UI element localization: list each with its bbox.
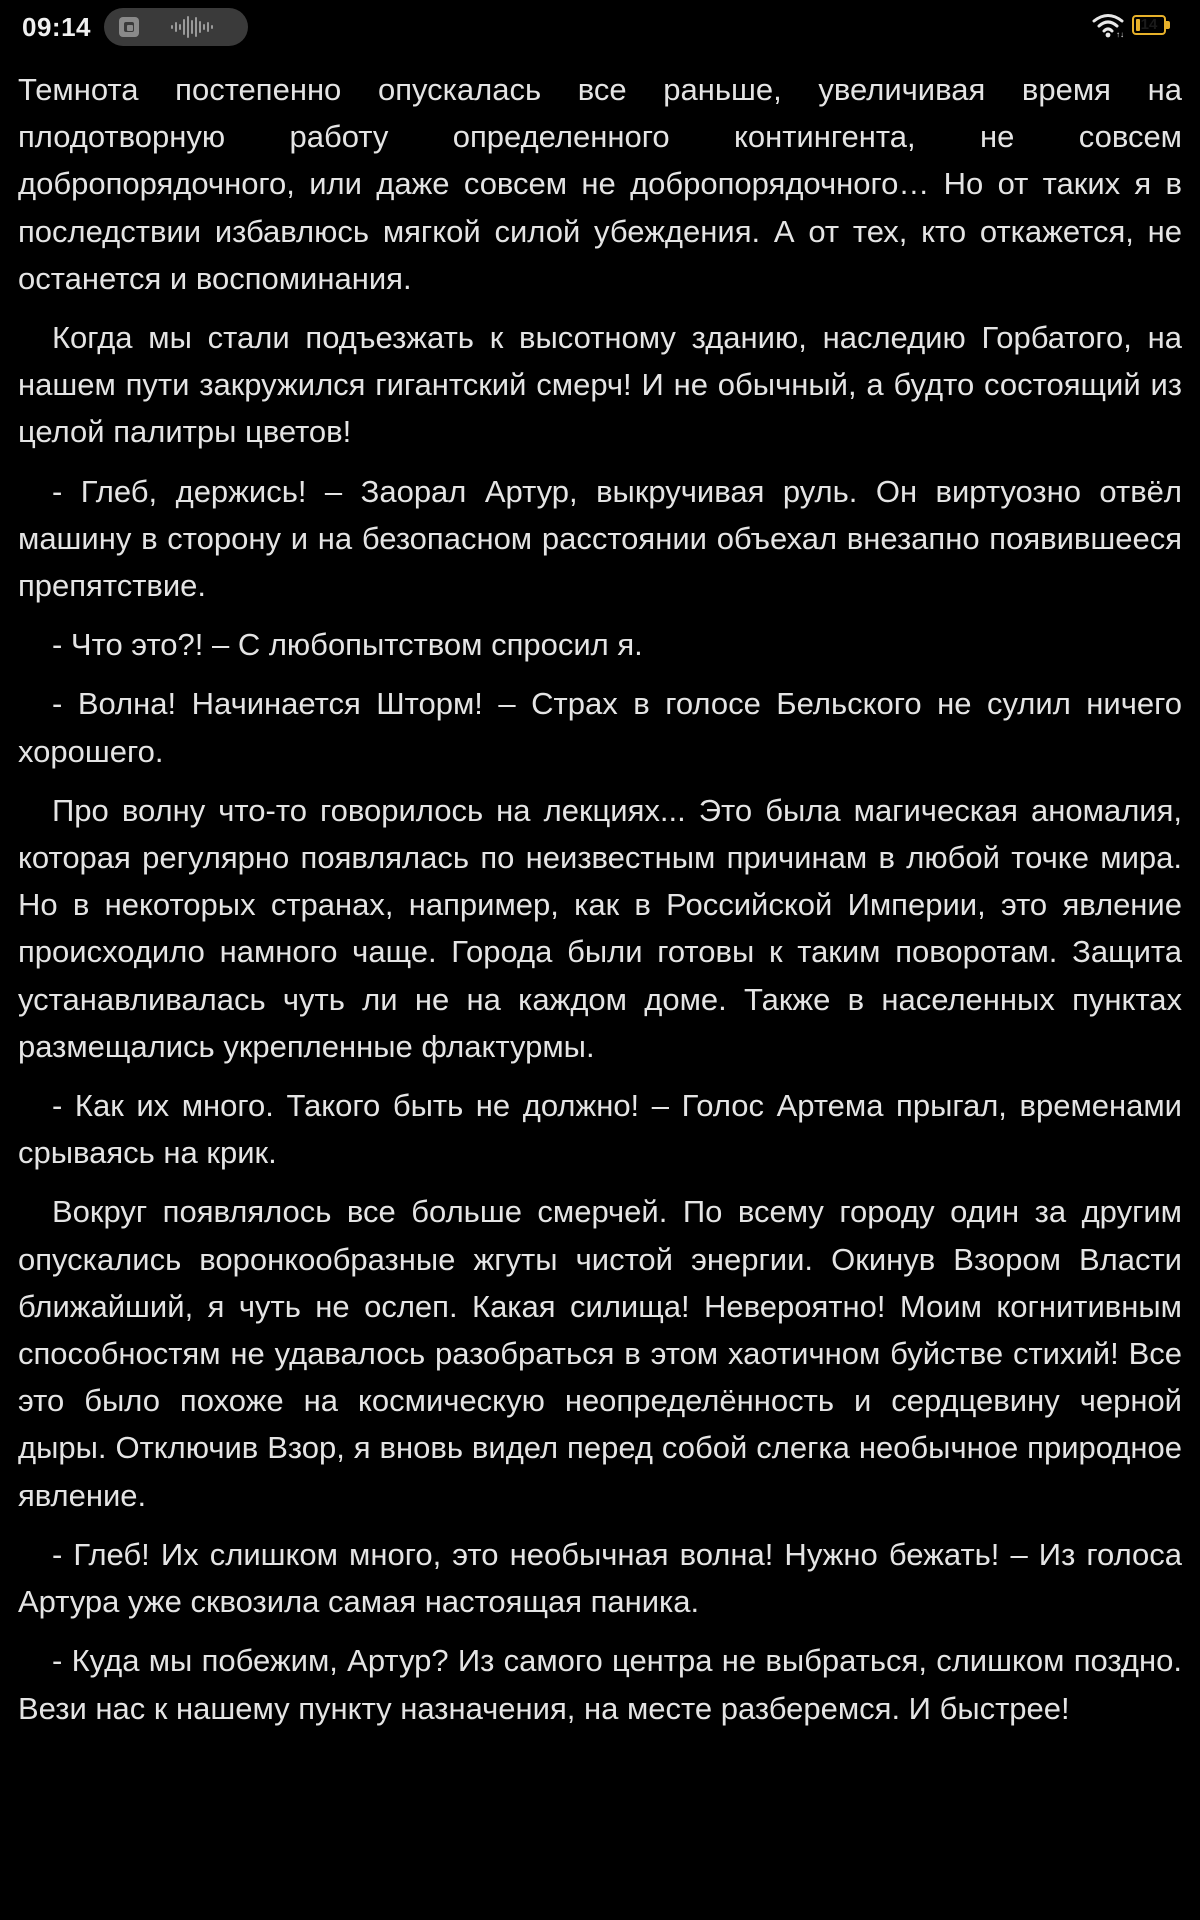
- paragraph: Темнота постепенно опускалась все раньше, увеличивая время на плодотворную работу определенного контингента, не совсем добропорядочного, или даже совсем не добропорядочного… Но от таких я в последствии избавлюсь мягкой силой убеждения. А от тех, кто откажется, не останется и воспоминания.: [18, 72, 1182, 296]
- paragraph: - Куда мы побежим, Артур? Из самого центра не выбраться, слишком поздно. Вези нас к нашему пункту назначения, на месте разберемся. И быстрее!: [18, 1643, 1182, 1726]
- paragraph: - Волна! Начинается Шторм! – Страх в голосе Бельского не сулил ничего хорошего.: [18, 686, 1182, 769]
- notification-pill[interactable]: [104, 8, 248, 46]
- audio-waveform-icon: [170, 15, 214, 39]
- app-notification-icon: [118, 16, 140, 38]
- paragraph: Когда мы стали подъезжать к высотному зданию, наследию Горбатого, на нашем пути закружился гигантский смерч! И не обычный, а будто состоящий из целой палитры цветов!: [18, 320, 1182, 450]
- reader-page[interactable]: [18, 66, 1182, 1744]
- paragraph: - Глеб! Их слишком много, это необычная волна! Нужно бежать! – Из голоса Артура уже сквозила самая настоящая паника.: [18, 1536, 1182, 1620]
- battery-level: 14: [1140, 16, 1158, 33]
- status-bar: [0, 0, 1200, 56]
- paragraph: - Глеб, держись! – Заорал Артур, выкручивая руль. Он виртуозно отвёл машину в сторону и на безопасном расстоянии объехал внезапно появившееся препятствие.: [18, 473, 1182, 604]
- paragraph: - Как их много. Такого быть не должно! – Голос Артема прыгал, временами срываясь на крик.: [18, 1088, 1182, 1171]
- clock-time: 09:14: [22, 12, 91, 42]
- wifi-icon: [1092, 12, 1124, 38]
- battery-tip: [1166, 21, 1170, 29]
- paragraph: Вокруг появлялось все больше смерчей. По всему городу один за другим опускались воронкообразные жгуты чистой энергии. Окинув Взором Власти ближайший, я чуть не ослеп. Какая силища! Невероятно! Моим когнитивным способностям не удавалось разобраться в этом хаотичном буйстве стихий! Все это было похоже на космическую неопределённость и сердцевину черной дыры. Отключив Взор, я вновь видел перед собой слегка необычное природное явление.: [18, 1194, 1182, 1513]
- paragraph: - Что это?! – С любопытством спросил я.: [52, 627, 643, 663]
- battery-icon: [1132, 15, 1172, 37]
- paragraph: Про волну что-то говорилось на лекциях... Это была магическая аномалия, которая регулярно появлялась по неизвестным причинам в любой точке мира. Но в некоторых странах, например, как в Российской Империи, это явление происходило намного чаще. Города были готовы к таким поворотам. Защита устанавливалась чуть ли не на каждом доме. Также в населенных пунктах размещались укрепленные флактурмы.: [18, 792, 1182, 1064]
- svg-text:↑↓: ↑↓: [1116, 30, 1124, 38]
